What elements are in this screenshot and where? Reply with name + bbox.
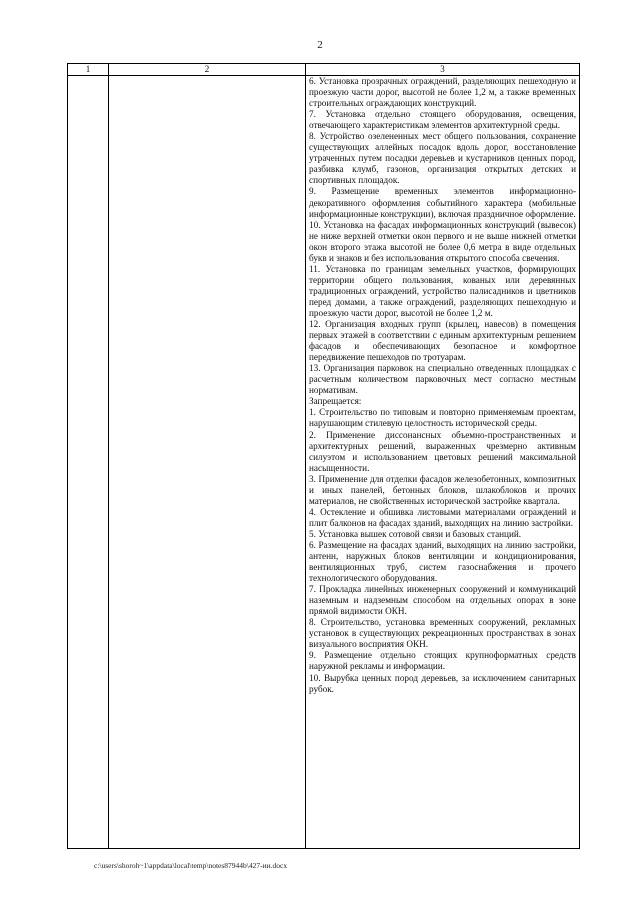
table-body-row xyxy=(68,76,580,849)
paragraph: 9. Размещение отдельно стоящих крупноформатных средств наружной рекламы и информации. xyxy=(309,650,576,672)
paragraph: 9. Размещение временных элементов информационно-декоративного оформления событийного характера (мобильные информационные конструкции), включая праздничное оформление. xyxy=(309,186,576,219)
paragraph: 13. Организация парковок на специально отведенных площадках с расчетным количеством парковочных мест согласно местным нормативам. xyxy=(309,363,576,396)
prohibited-heading: Запрещается: xyxy=(309,396,362,407)
paragraph: 8. Устройство озелененных мест общего пользования, сохранение существующих аллейных посадок вдоль дорог, восстановление утраченных путем посадки деревьев и кустарников ценных пород, разбивка клумб, газонов, организация открытых детских и спортивных площадок. xyxy=(309,131,576,186)
table-header-row xyxy=(68,64,580,76)
file-path-footer: c:\users\shoroh~1\appdata\local\temp\notes87944b\427-ии.docx xyxy=(94,861,288,870)
paragraph: 6. Размещение на фасадах зданий, выходящих на линию застройки, антенн, наружных блоков вентиляции и кондиционирования, вентиляционных труб, систем газоснабжения и прочего технологического оборудования. xyxy=(309,539,576,584)
requirements-text xyxy=(306,76,579,848)
column-header-2: 2 xyxy=(109,64,306,76)
paragraph: 10. Установка на фасадах информационных конструкций (вывесок) не ниже верхней отметки окон первого и не выше нижней отметки окон второго этажа высотой не более 0,6 метра в виде отдельных букв и знаков и без использования открытого способа свечения. xyxy=(309,219,576,263)
paragraph: 4. Остекление и обшивка листовыми материалами ограждений и плит балконов на фасадах зданий, выходящих на линию застройки. xyxy=(309,506,576,528)
column-header-3: 3 xyxy=(306,64,580,76)
paragraph: 3. Применение для отделки фасадов железобетонных, композитных и иных панелей, бетонных блоков, шлакоблоков и прочих материалов, не свойственных исторической застройке квартала. xyxy=(309,473,576,506)
paragraph: 2. Применение диссонансных объемно-пространственных и архитектурных решений, выраженных чрезмерно активным силуэтом и использованием цветовых решений максимальной насыщенности. xyxy=(309,429,576,473)
document-table xyxy=(67,63,580,849)
paragraph: 10. Вырубка ценных пород деревьев, за исключением санитарных рубок. xyxy=(309,672,576,694)
paragraph: 1. Строительство по типовым и повторно применяемым проектам, нарушающим стилевую целостность исторической среды. xyxy=(309,407,576,429)
paragraph: 11. Установка по границам земельных участков, формирующих территории общего пользования, кованых или деревянных традиционных ограждений, устройство палисадников и цветников перед домами, а также ограждений, разделяющих пешеходную и проезжую части дорог, высотой не более 1,2 м. xyxy=(309,263,576,318)
paragraph: 7. Установка отдельно стоящего оборудования, освещения, отвечающего характеристикам элементов архитектурной среды. xyxy=(309,109,576,131)
paragraph: 12. Организация входных групп (крылец, навесов) в помещения первых этажей в соответствии с единым архитектурным решением фасадов и обеспечивающих безопасное и комфортное передвижение пешеходов по тротуарам. xyxy=(309,319,576,363)
paragraph: 6. Установка прозрачных ограждений, разделяющих пешеходную и проезжую части дорог, высотой не более 1,2 м, а также временных строительных ограждающих конструкций. xyxy=(309,76,576,109)
paragraph: 5. Установка вышек сотовой связи и базовых станций. xyxy=(309,528,522,539)
paragraph: 7. Прокладка линейных инженерных сооружений и коммуникаций наземным и надземным способом на отдельных опорах в зоне прямой видимости ОКН. xyxy=(309,584,576,617)
column-header-1: 1 xyxy=(68,64,109,76)
cell-column-2 xyxy=(109,76,306,849)
page-number: 2 xyxy=(317,39,323,51)
cell-column-1 xyxy=(68,76,109,849)
cell-column-3 xyxy=(306,76,580,849)
paragraph: 8. Строительство, установка временных сооружений, рекламных установок в существующих рекреационных пространствах в зонах визуального восприятия ОКН. xyxy=(309,617,576,650)
